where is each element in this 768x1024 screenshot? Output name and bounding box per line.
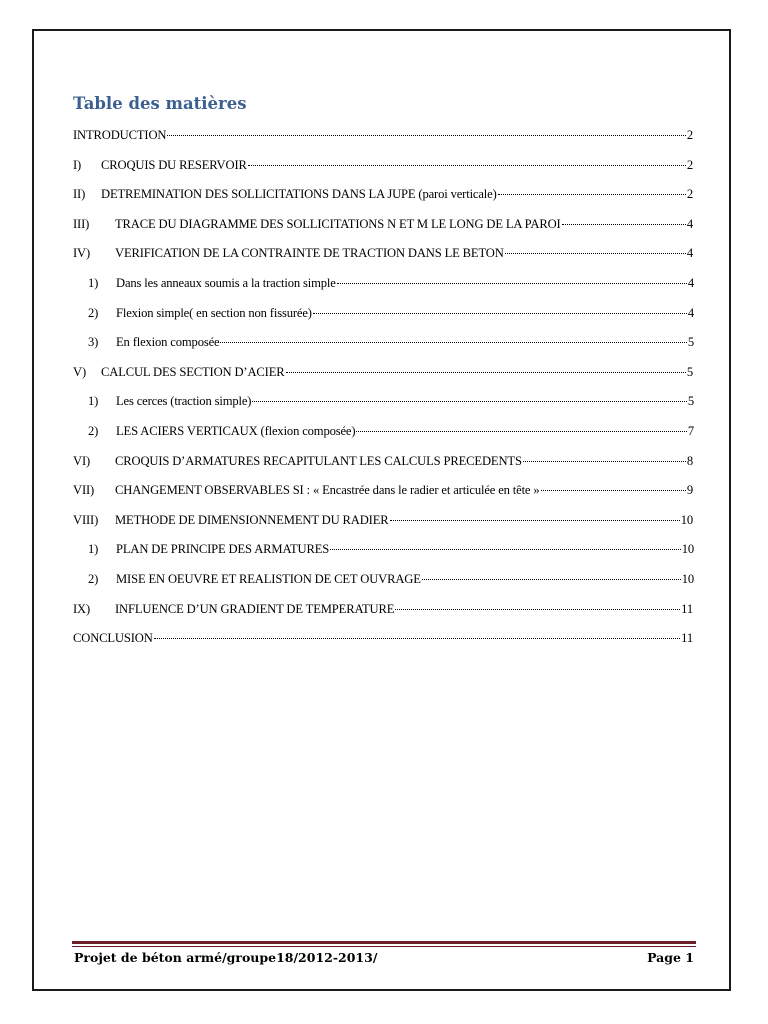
- toc-dot-leader: [562, 223, 686, 225]
- toc-entry-number: 3): [88, 335, 99, 350]
- toc-dot-leader: [422, 578, 681, 580]
- toc-entry-title: TRACE DU DIAGRAMME DES SOLLICITATIONS N ET M LE LONG DE LA PAROI: [115, 216, 561, 231]
- toc-entry-number: VI): [73, 453, 91, 468]
- toc-entry-number: II): [73, 187, 86, 202]
- toc-entry-title: CALCUL DES SECTION D’ACIER: [101, 364, 285, 379]
- toc-entry-title: METHODE DE DIMENSIONNEMENT DU RADIER: [115, 512, 389, 527]
- toc-dot-leader: [313, 312, 687, 314]
- toc-dot-leader: [167, 134, 686, 136]
- toc-entry[interactable]: [73, 602, 693, 620]
- toc-entry[interactable]: [88, 542, 694, 560]
- footer-project-label: Projet de béton armé/groupe18/2012-2013/: [74, 950, 378, 965]
- toc-entry[interactable]: [73, 513, 693, 531]
- toc-entry-page: 10: [681, 542, 694, 557]
- toc-entry-page: 5: [686, 364, 693, 379]
- toc-entry-page: 11: [681, 601, 693, 616]
- toc-entry[interactable]: [73, 187, 693, 205]
- toc-dot-leader: [541, 489, 686, 491]
- toc-entry-page: 5: [687, 335, 694, 350]
- toc-entry-title: INFLUENCE D’UN GRADIENT DE TEMPERATURE: [115, 601, 395, 616]
- toc-entry-title: CONCLUSION: [73, 631, 153, 646]
- toc-entry-number: 1): [88, 542, 99, 557]
- toc-entry-title: VERIFICATION DE LA CONTRAINTE DE TRACTION DANS LE BETON: [115, 246, 504, 261]
- toc-entry[interactable]: [73, 128, 693, 146]
- toc-entry-title: MISE EN OEUVRE ET REALISTION DE CET OUVRAGE: [116, 572, 421, 586]
- footer-rule-thin: [72, 946, 696, 947]
- toc-dot-leader: [248, 164, 686, 166]
- toc-entry-title: CROQUIS D’ARMATURES RECAPITULANT LES CALCULS PRECEDENTS: [115, 453, 522, 468]
- toc-entry[interactable]: [88, 424, 694, 442]
- toc-entry-number: III): [73, 216, 90, 231]
- toc-entry-number: 2): [88, 424, 99, 438]
- toc-entry-page: 2: [686, 187, 693, 202]
- toc-entry-number: 1): [88, 394, 99, 409]
- toc-entry-number: I): [73, 157, 82, 172]
- toc-entry[interactable]: [73, 217, 693, 235]
- toc-entry-number: 2): [88, 305, 99, 320]
- toc-dot-leader: [356, 430, 686, 432]
- toc-dot-leader: [395, 608, 680, 610]
- toc-dot-leader: [252, 400, 687, 402]
- toc-entry[interactable]: [88, 335, 694, 353]
- toc-dot-leader: [330, 548, 681, 550]
- toc-entry-page: 4: [687, 276, 694, 290]
- toc-entry-title: LES ACIERS VERTICAUX (flexion composée): [116, 424, 356, 438]
- toc-entry-number: 2): [88, 572, 99, 586]
- toc-entry[interactable]: [88, 276, 694, 294]
- toc-entry-number: IV): [73, 246, 91, 261]
- toc-entry-page: 10: [681, 572, 694, 586]
- toc-entry-page: 2: [686, 128, 693, 142]
- toc-entry-title: Flexion simple( en section non fissurée): [116, 305, 312, 320]
- toc-entry[interactable]: [88, 394, 694, 412]
- toc-entry-page: 11: [681, 631, 693, 646]
- toc-entry-page: 4: [687, 305, 694, 320]
- toc-entry[interactable]: [73, 246, 693, 264]
- toc-entry-number: V): [73, 364, 86, 379]
- toc-title: Table des matières: [73, 94, 247, 113]
- toc-entry-title: En flexion composée: [116, 335, 220, 350]
- toc-dot-leader: [390, 519, 680, 521]
- toc-entry-number: VII): [73, 483, 95, 498]
- toc-entry-title: DETREMINATION DES SOLLICITATIONS DANS LA JUPE (paroi verticale): [101, 187, 497, 202]
- toc-entry-title: Dans les anneaux soumis a la traction simple: [116, 276, 336, 290]
- toc-entry-number: VIII): [73, 512, 99, 527]
- toc-entry-page: 5: [687, 394, 694, 409]
- toc-entry-page: 2: [686, 157, 693, 172]
- toc-dot-leader: [523, 460, 686, 462]
- footer-rule: [72, 941, 696, 944]
- toc-entry[interactable]: [73, 158, 693, 176]
- toc-entry-page: 4: [686, 216, 693, 231]
- toc-entry-number: 1): [88, 276, 99, 290]
- toc-entry-title: CHANGEMENT OBSERVABLES SI : « Encastrée dans le radier et articulée en tête »: [115, 483, 540, 498]
- toc-dot-leader: [498, 193, 686, 195]
- toc-entry-page: 4: [686, 246, 693, 261]
- toc-dot-leader: [337, 282, 687, 284]
- toc-entry-page: 10: [680, 512, 693, 527]
- toc-entry[interactable]: [88, 306, 694, 324]
- toc-dot-leader: [505, 252, 686, 254]
- toc-entry-title: PLAN DE PRINCIPE DES ARMATURES: [116, 542, 330, 557]
- toc-entry-page: 7: [687, 424, 694, 438]
- toc-entry-page: 9: [686, 483, 693, 498]
- toc-entry-title: Les cerces (traction simple): [116, 394, 252, 409]
- toc-entry[interactable]: [73, 483, 693, 501]
- toc-entry[interactable]: [73, 631, 693, 649]
- toc-entry[interactable]: [88, 572, 694, 590]
- toc-entry-page: 8: [686, 453, 693, 468]
- footer-page-number: Page 1: [647, 950, 694, 965]
- toc-dot-leader: [286, 371, 686, 373]
- toc-dot-leader: [220, 341, 686, 343]
- toc-entry-number: IX): [73, 601, 91, 616]
- toc-dot-leader: [154, 637, 681, 639]
- toc-entry-title: INTRODUCTION: [73, 128, 167, 142]
- toc-entry-title: CROQUIS DU RESERVOIR: [101, 157, 247, 172]
- toc-entry[interactable]: [73, 454, 693, 472]
- toc-entry[interactable]: [73, 365, 693, 383]
